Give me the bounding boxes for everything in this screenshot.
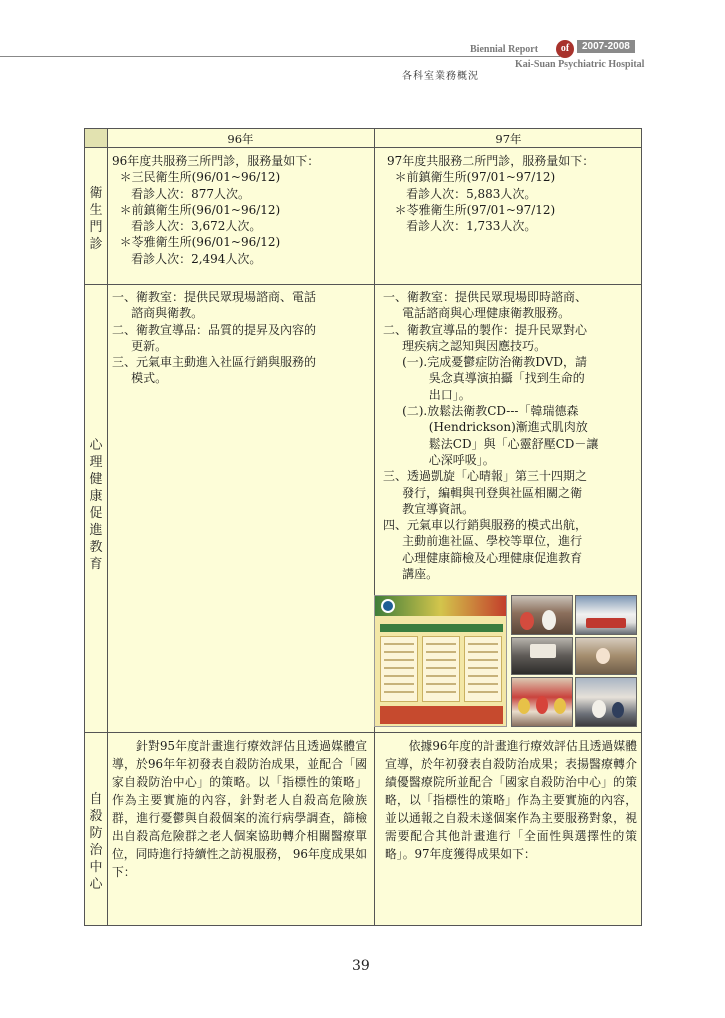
cell-mental-health-96: 一、衛教室：提供民眾現場諮商、電話 諮商與衛教。 二、衛教宣導品：品質的提昇及內容的 更新。 三、元氣車主動進入社區行銷與服務的 模式。 (112, 290, 317, 386)
cell-clinic-97: 97年度共服務二所門診，服務量如下： ＊前鎮衛生所(97/01~97/12) 看診人次：5,883人次。 ＊苓雅衛生所(97/01~97/12) 看診人次：1,733人次。 (387, 154, 595, 234)
column-header-96: 96年 (227, 132, 254, 146)
cell-suicide-prevention-97: 依據96年度的計畫進行療效評估且透過媒體宣導，於年初發表自殺防治成果；表揚醫療轉介績優醫療院所並配合「國家自殺防治中心」的策略，以「指標性的策略」作為主要實施的內容，並以通報之自殺未遂個案作為主要服務對象，視需要配合其他計畫進行「全面性與選擇性的策略」。97年度獲得成果如下： (385, 739, 637, 861)
comparison-table (84, 128, 642, 926)
header-report-title: Biennial Report (470, 44, 539, 55)
cell-suicide-prevention-96: 針對95年度計畫進行療效評估且透過媒體宣導，於96年年初發表自殺防治成果，並配合「國家自殺防治中心」的策略。以「指標性的策略」作為主要實施的內容，針對老人自殺高危險族群，進行憂鬱與自殺個案的流行病學調查，篩檢出自殺高危險群之老人個案協助轉介相關醫療單位，同時進行持續性之訪視服務， 96年度成果如下： (112, 739, 367, 879)
newsletter-poster-image (374, 595, 507, 727)
outreach-photo-5 (511, 677, 573, 727)
outreach-photo-4 (575, 637, 637, 675)
outreach-photo-1 (511, 595, 573, 635)
outreach-photo-3 (511, 637, 573, 675)
header-rule (0, 56, 560, 57)
cell-mental-health-97: 一、衛教室：提供民眾現場即時諮商、 電話諮商與心理健康衛教服務。 二、衛教宣導品的製作：提升民眾對心 理疾病之認知與因應技巧。 (一).完成憂鬱症防治衛教DVD，請 吳念真導演拍攝「找到生命的 出口」。 (二).放鬆法衛教CD---「韓瑞德森 (Hendrickson)漸進式肌肉放 鬆法CD」與「心靈舒壓CD－讓 心深呼吸」。 三、透過凱旋「心晴報」第三十四期之 發行，編輯與刊登與社區相關之衛 教宣導資訊。 四、元氣車以行銷與服務的模式出航， 主動前進社區、學校等單位，進行 心理健康篩檢及心理健康促進教育 講座。 (383, 290, 599, 582)
header-of-badge: of (556, 40, 574, 58)
table-corner-cell (85, 129, 107, 147)
row-label-mental-health: 心 理 健 康 促 進 教 育 (89, 438, 103, 572)
cell-clinic-96: 96年度共服務三所門診，服務量如下： ＊三民衛生所(96/01~96/12) 看診人次：877人次。 ＊前鎮衛生所(96/01~96/12) 看診人次：3,672人次。 ＊苓雅衛生所(96/01~96/12) 看診人次：2,494人次。 (112, 154, 320, 266)
row-label-clinic: 衛 生 門 診 (89, 186, 103, 252)
outreach-photo-2 (575, 595, 637, 635)
column-header-97: 97年 (495, 132, 522, 146)
page-number: 39 (352, 958, 370, 974)
header-hospital-name: Kai-Suan Psychiatric Hospital (515, 59, 645, 70)
outreach-photo-6 (575, 677, 637, 727)
row-label-suicide-prevention: 自 殺 防 治 中 心 (89, 792, 103, 892)
header-section-title: 各科室業務概況 (402, 71, 479, 82)
header-year-badge: 2007-2008 (577, 40, 635, 53)
